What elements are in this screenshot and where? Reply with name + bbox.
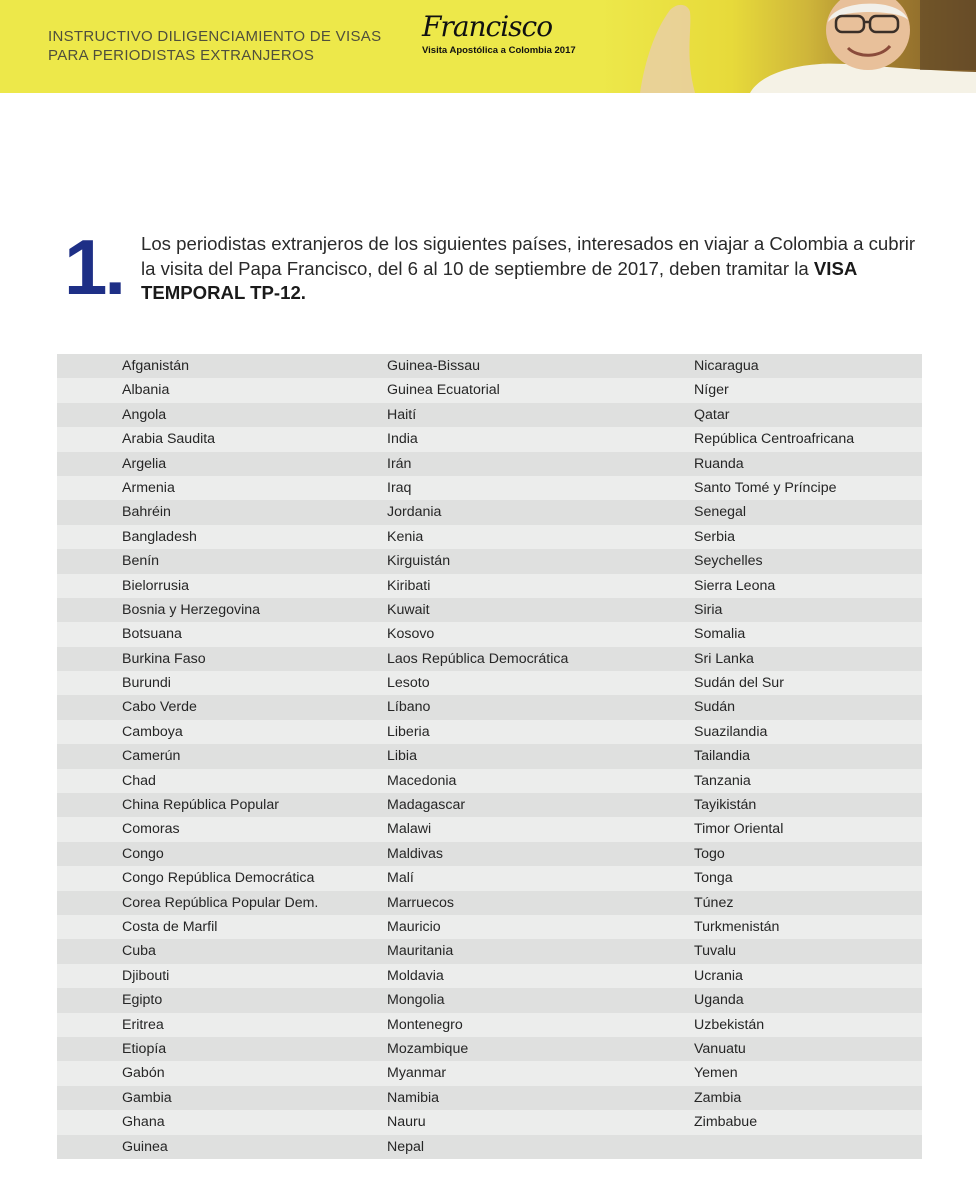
table-row <box>57 403 922 427</box>
country-cell: Tuvalu <box>694 943 737 960</box>
country-cell: Santo Tomé y Príncipe <box>694 479 837 496</box>
country-cell: Moldavia <box>387 967 444 984</box>
country-cell: Madagascar <box>387 797 466 814</box>
country-cell: China República Popular <box>122 797 279 814</box>
country-cell: Djibouti <box>122 967 170 984</box>
table-row <box>57 427 922 451</box>
country-cell: Gambia <box>122 1089 172 1106</box>
logo-script-text: Francisco <box>422 10 553 43</box>
country-cell: Senegal <box>694 504 747 521</box>
countries-table <box>57 354 922 1159</box>
table-row <box>57 988 922 1012</box>
table-row <box>57 939 922 963</box>
table-row <box>57 817 922 841</box>
country-cell: Lesoto <box>387 675 430 692</box>
country-cell: Túnez <box>694 894 734 911</box>
country-cell: Afganistán <box>122 358 190 374</box>
country-cell: Costa de Marfil <box>122 918 218 935</box>
table-row <box>57 695 922 719</box>
table-row <box>57 964 922 988</box>
table-row <box>57 891 922 915</box>
country-cell: Congo República Democrática <box>122 870 315 887</box>
country-cell: Bosnia y Herzegovina <box>122 601 261 618</box>
country-cell: Kuwait <box>387 601 430 618</box>
country-cell: Albania <box>122 382 170 399</box>
country-cell: Macedonia <box>387 772 457 789</box>
country-cell: Angola <box>122 406 167 423</box>
country-cell: Iraq <box>387 479 412 496</box>
table-row <box>57 378 922 402</box>
country-cell: Bangladesh <box>122 528 197 545</box>
country-cell: Armenia <box>122 479 175 496</box>
country-cell: Serbia <box>694 528 736 545</box>
country-cell: Sri Lanka <box>694 650 754 667</box>
country-cell: Bielorrusia <box>122 577 190 594</box>
country-cell: Ruanda <box>694 455 744 472</box>
country-cell: Líbano <box>387 699 431 716</box>
country-cell: Corea República Popular Dem. <box>122 894 319 911</box>
table-row <box>57 769 922 793</box>
country-cell: Guinea Ecuatorial <box>387 382 500 399</box>
table-row <box>57 866 922 890</box>
table-row <box>57 671 922 695</box>
country-cell: Siria <box>694 601 723 618</box>
country-cell: Argelia <box>122 455 167 472</box>
country-cell: Somalia <box>694 626 746 643</box>
country-cell: Yemen <box>694 1065 738 1082</box>
country-cell: Tayikistán <box>694 797 757 814</box>
country-cell: Benín <box>122 553 160 570</box>
country-cell: Togo <box>694 845 725 862</box>
table-row <box>57 842 922 866</box>
table-row <box>57 525 922 549</box>
header-title <box>48 27 381 65</box>
country-cell: Marruecos <box>387 894 455 911</box>
country-cell: Cabo Verde <box>122 699 197 716</box>
country-cell: Namibia <box>387 1089 440 1106</box>
country-cell: India <box>387 431 418 448</box>
country-cell: Myanmar <box>387 1065 447 1082</box>
pope-photo <box>600 0 976 93</box>
francisco-logo <box>418 10 588 65</box>
country-cell: Tonga <box>694 870 733 887</box>
country-cell: Kenia <box>387 528 424 545</box>
country-cell: Ghana <box>122 1114 165 1131</box>
country-cell: Malí <box>387 870 414 887</box>
country-cell: Ucrania <box>694 967 743 984</box>
country-cell: Tailandia <box>694 748 751 765</box>
header-title-line-2: PARA PERIODISTAS EXTRANJEROS <box>48 47 315 64</box>
country-cell: Comoras <box>122 821 180 838</box>
country-cell: Gabón <box>122 1065 165 1082</box>
country-cell: Mauricio <box>387 918 441 935</box>
page-header <box>0 0 976 93</box>
table-row <box>57 793 922 817</box>
country-cell: Burundi <box>122 675 171 692</box>
table-row <box>57 1110 922 1134</box>
country-cell: Suazilandia <box>694 723 768 740</box>
country-cell: Camboya <box>122 723 183 740</box>
table-row <box>57 549 922 573</box>
country-cell: Níger <box>694 382 729 399</box>
table-row <box>57 1013 922 1037</box>
country-cell: Mozambique <box>387 1040 469 1057</box>
country-cell: Sudán del Sur <box>694 675 784 692</box>
table-row <box>57 622 922 646</box>
country-cell: Sudán <box>694 699 736 716</box>
country-cell: Uganda <box>694 992 744 1009</box>
country-cell: Zambia <box>694 1089 742 1106</box>
country-cell: Uzbekistán <box>694 1016 765 1033</box>
table-row <box>57 500 922 524</box>
logo-subtitle: Visita Apostólica a Colombia 2017 <box>422 45 576 56</box>
country-cell: Zimbabue <box>694 1114 758 1131</box>
country-cell: Sierra Leona <box>694 577 776 594</box>
table-row <box>57 720 922 744</box>
country-cell: Eritrea <box>122 1016 164 1033</box>
table-row <box>57 354 922 378</box>
table-row <box>57 1061 922 1085</box>
country-cell: Botsuana <box>122 626 182 643</box>
section-text-bold: VISA TEMPORAL TP-12. <box>141 257 857 303</box>
country-cell: Bahréin <box>122 504 171 521</box>
country-cell: Maldivas <box>387 845 443 862</box>
country-cell: Mongolia <box>387 992 445 1009</box>
table-row <box>57 647 922 671</box>
table-row <box>57 1086 922 1110</box>
country-cell: Arabia Saudita <box>122 431 216 448</box>
country-cell: Libia <box>387 748 417 765</box>
section-number: 1. <box>64 223 124 311</box>
country-cell: Nepal <box>387 1138 425 1155</box>
country-cell: Egipto <box>122 992 163 1009</box>
table-row <box>57 744 922 768</box>
country-cell: Montenegro <box>387 1016 463 1033</box>
country-cell: Kirguistán <box>387 553 451 570</box>
table-row <box>57 574 922 598</box>
table-row <box>57 915 922 939</box>
country-cell: República Centroafricana <box>694 431 855 448</box>
country-cell: Malawi <box>387 821 432 838</box>
country-cell: Etiopía <box>122 1040 167 1057</box>
table-row <box>57 598 922 622</box>
country-cell: Chad <box>122 772 156 789</box>
pope-photo-illustration <box>600 0 976 93</box>
table-row <box>57 476 922 500</box>
country-cell: Vanuatu <box>694 1040 746 1057</box>
country-cell: Nicaragua <box>694 358 759 374</box>
country-cell: Mauritania <box>387 943 454 960</box>
header-title-line-1: INSTRUCTIVO DILIGENCIAMIENTO DE VISAS <box>48 28 382 45</box>
country-cell: Congo <box>122 845 164 862</box>
country-cell: Kiribati <box>387 577 431 594</box>
table-row <box>57 452 922 476</box>
country-cell: Camerún <box>122 748 181 765</box>
section-intro <box>64 223 924 311</box>
country-cell: Nauru <box>387 1114 426 1131</box>
section-text-regular: Los periodistas extranjeros de los siguientes países, interesados en viajar a Colombia a cubrir la visita del Papa Francisco, del 6 al 10 de septiembre de 2017, deben tramitar la <box>141 233 916 279</box>
country-cell: Laos República Democrática <box>387 650 569 667</box>
country-cell: Burkina Faso <box>122 650 206 667</box>
section-text <box>141 232 916 306</box>
country-cell: Haití <box>387 406 417 423</box>
country-cell: Timor Oriental <box>694 821 784 838</box>
country-cell: Irán <box>387 455 412 472</box>
country-cell: Guinea <box>122 1138 168 1155</box>
country-cell: Turkmenistán <box>694 918 780 935</box>
country-cell: Jordania <box>387 504 442 521</box>
table-row <box>57 1135 922 1159</box>
table-row <box>57 1037 922 1061</box>
country-cell: Qatar <box>694 406 730 423</box>
country-cell: Cuba <box>122 943 156 960</box>
country-cell: Seychelles <box>694 553 763 570</box>
country-cell: Tanzania <box>694 772 751 789</box>
country-cell: Liberia <box>387 723 430 740</box>
country-cell: Kosovo <box>387 626 435 643</box>
country-cell: Guinea-Bissau <box>387 358 481 374</box>
